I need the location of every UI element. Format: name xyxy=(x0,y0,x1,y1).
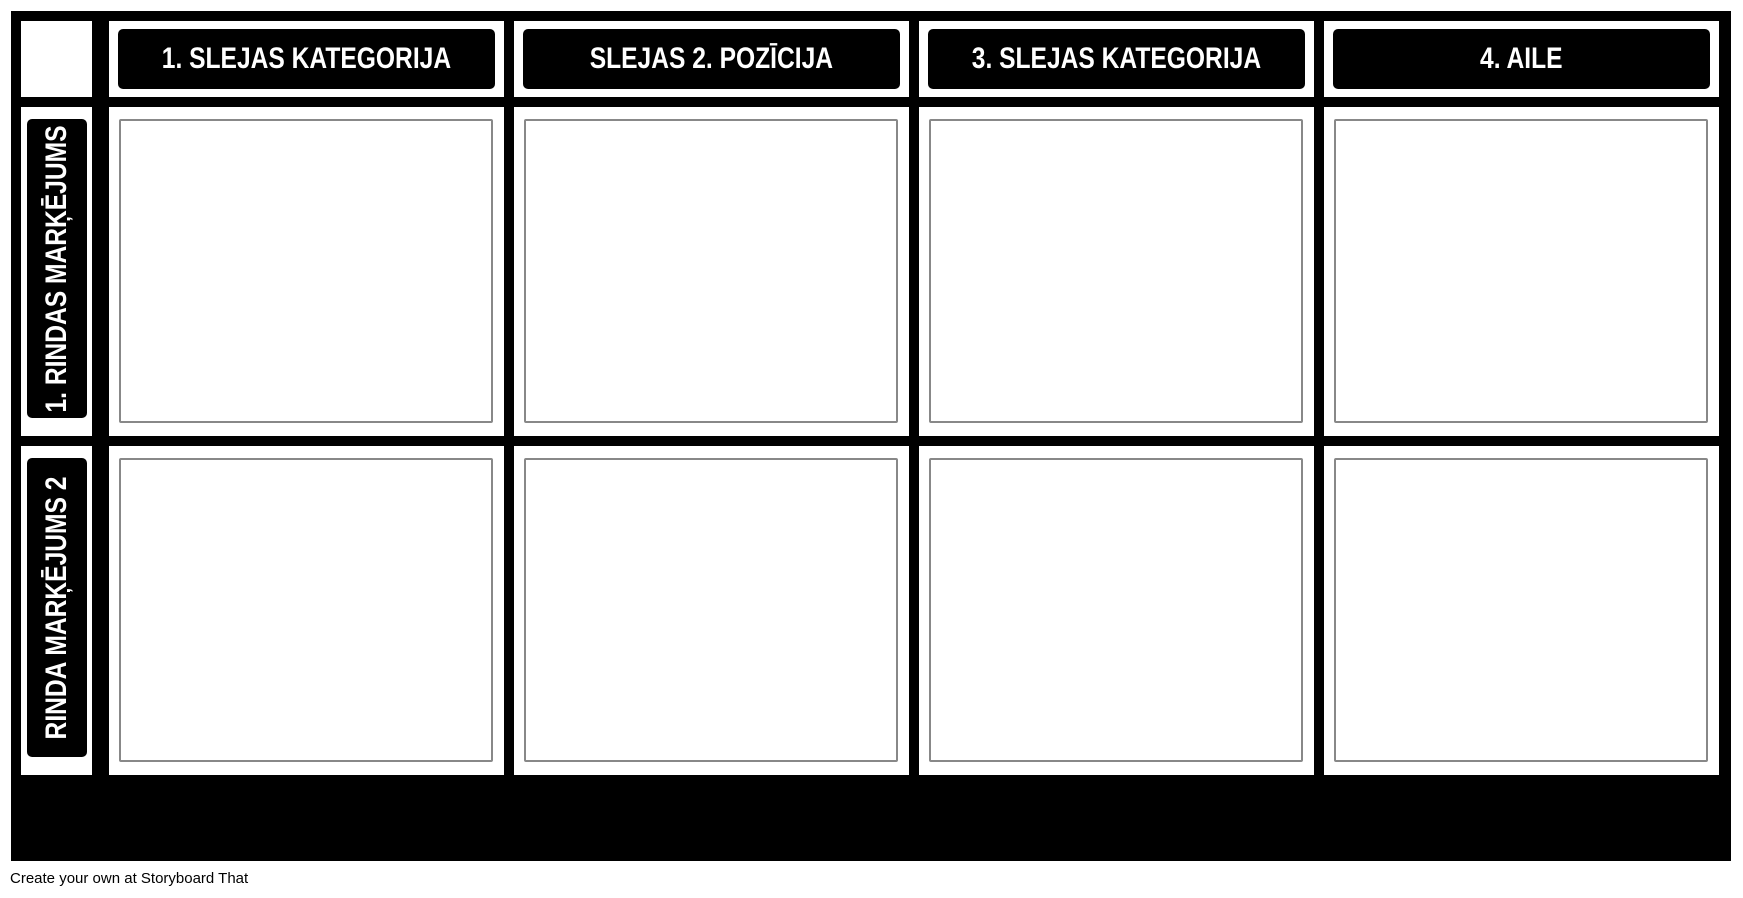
storyboard-panel[interactable] xyxy=(119,458,493,762)
column-header-1 xyxy=(109,21,504,97)
row-2-cell-3 xyxy=(919,446,1314,775)
row-header-1-pill xyxy=(27,119,87,418)
corner-cell xyxy=(21,21,92,97)
row-1-cell-1 xyxy=(109,107,504,436)
row-1-cell-3 xyxy=(919,107,1314,436)
row-header-1-label: 1. RINDAS MARĶĒJUMS xyxy=(40,124,73,413)
row-header-1 xyxy=(21,107,92,436)
column-header-4 xyxy=(1324,21,1719,97)
row-2-cell-2 xyxy=(514,446,909,775)
column-header-2 xyxy=(514,21,909,97)
storyboard-panel[interactable] xyxy=(524,119,898,423)
storyboard-panel[interactable] xyxy=(119,119,493,423)
row-header-2-label: RINDA MARĶĒJUMS 2 xyxy=(40,476,73,739)
storyboard-panel[interactable] xyxy=(1334,458,1708,762)
row-1-cell-4 xyxy=(1324,107,1719,436)
row-header-2 xyxy=(21,446,92,775)
row-2-cell-1 xyxy=(109,446,504,775)
storyboard-grid xyxy=(11,11,1731,861)
column-header-3-label: 3. SLEJAS KATEGORIJA xyxy=(971,42,1262,75)
storyboard-panel[interactable] xyxy=(929,458,1303,762)
column-header-3 xyxy=(919,21,1314,97)
footer-credit: Create your own at Storyboard That xyxy=(10,870,249,887)
column-header-3-pill xyxy=(928,29,1305,89)
row-2-cell-4 xyxy=(1324,446,1719,775)
row-header-2-pill xyxy=(27,458,87,757)
storyboard-panel[interactable] xyxy=(929,119,1303,423)
storyboard-panel[interactable] xyxy=(524,458,898,762)
column-header-2-pill xyxy=(523,29,900,89)
column-header-2-label: SLEJAS 2. POZĪCIJA xyxy=(589,42,834,75)
column-header-1-label: 1. SLEJAS KATEGORIJA xyxy=(161,42,452,75)
column-header-1-pill xyxy=(118,29,495,89)
column-header-4-pill xyxy=(1333,29,1710,89)
storyboard-panel[interactable] xyxy=(1334,119,1708,423)
column-header-4-label: 4. AILE xyxy=(1480,42,1563,75)
row-1-cell-2 xyxy=(514,107,909,436)
